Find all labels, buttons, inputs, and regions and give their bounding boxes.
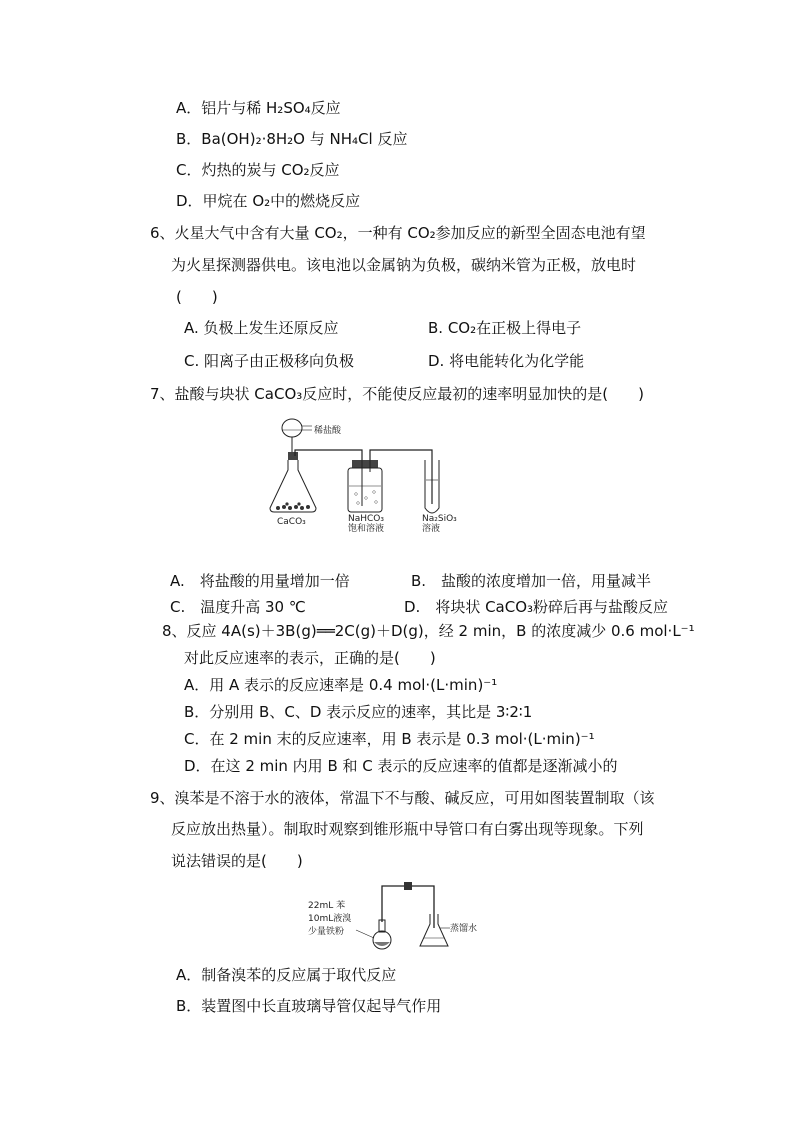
round-bottom-flask [373,931,391,949]
q9-apparatus-figure [306,876,496,956]
q7-option-a: A. 将盐酸的用量增加一倍 [170,572,350,590]
q8-option-c: C．在 2 min 末的反应速率，用 B 表示是 0.3 mol·(L·min)⁻¹ [184,730,595,748]
q6-stem-line1: 6、火星大气中含有大量 CO₂，一种有 CO₂参加反应的新型全固态电池有望 [150,224,646,242]
q5-option-c: C．灼热的炭与 CO₂反应 [176,161,340,179]
label-nahco3: NaHCO₃ [348,514,384,524]
conical-flask [270,460,316,512]
q7-apparatus-figure [262,408,462,536]
q5-option-d: D．甲烷在 O₂中的燃烧反应 [176,192,361,210]
q8-option-a: A．用 A 表示的反应速率是 0.4 mol·(L·min)⁻¹ [184,676,498,694]
q9-option-b: B．装置图中长直玻璃导管仅起导气作用 [176,997,442,1015]
q9-stem-line1: 9、溴苯是不溶于水的液体，常温下不与酸、碱反应，可用如图装置制取（该 [150,789,655,807]
q8-stem-line2: 对此反应速率的表示，正确的是( ) [184,649,436,667]
label-distilled-water: 蒸馏水 [450,924,478,934]
q9-option-a: A．制备溴苯的反应属于取代反应 [176,966,397,984]
q5-option-b: B．Ba(OH)₂·8H₂O 与 NH₄Cl 反应 [176,130,408,148]
label-caco3: CaCO₃ [277,517,306,527]
q7-option-c: C. 温度升高 30 ℃ [170,598,306,616]
q9-stem-line2: 反应放出热量）。制取时观察到锥形瓶中导管口有白雾出现等现象。下列 [171,820,644,838]
delivery-tube-1 [295,450,362,460]
q7-stem: 7、盐酸与块状 CaCO₃反应时，不能使反应最初的速率明显加快的是( ) [150,385,644,403]
q6-option-a: A. 负极上发生还原反应 [184,319,339,337]
label-na2sio3: Na₂SiO₃ [422,514,457,524]
label-benzene: 22mL 苯 [308,901,346,911]
caco3-lumps [276,502,310,510]
q6-stem-line3: ( ) [176,288,218,306]
q6-stem-line2: 为火星探测器供电。该电池以金属钠为负极，碳纳米管为正极，放电时 [171,256,637,274]
label-dilute-hcl: 稀盐酸 [314,426,342,436]
separatory-funnel [282,419,302,437]
q7-option-d: D. 将块状 CaCO₃粉碎后再与盐酸反应 [404,598,669,616]
washing-bottle [348,468,382,512]
label-liquid-bromine: 10mL液溴 [308,914,352,924]
q6-option-c: C. 阳离子由正极移向负极 [184,352,355,370]
stopper [288,452,298,460]
q8-option-d: D．在这 2 min 内用 B 和 C 表示的反应速率的值都是逐渐减小的 [184,757,618,775]
q7-option-b: B. 盐酸的浓度增加一倍，用量减半 [411,572,652,590]
label-iron-powder: 少量铁粉 [308,927,345,937]
label-solution: 溶液 [422,524,441,534]
delivery-tube-2 [370,450,432,504]
q5-option-a: A．铝片与稀 H₂SO₄反应 [176,99,341,117]
q9-stem-line3: 说法错误的是( ) [171,852,303,870]
long-glass-tube [382,886,434,928]
q8-option-b: B．分别用 B、C、D 表示反应的速率，其比是 3∶2∶1 [184,703,533,721]
q6-option-d: D. 将电能转化为化学能 [428,352,585,370]
label-saturated-solution: 饱和溶液 [348,524,385,534]
q8-stem-line1: 8、反应 4A(s)＋3B(g)══2C(g)＋D(g)，经 2 min，B 的浓度减少 0.6 mol·L⁻¹ [162,622,695,640]
q6-option-b: B. CO₂在正极上得电子 [428,319,582,337]
